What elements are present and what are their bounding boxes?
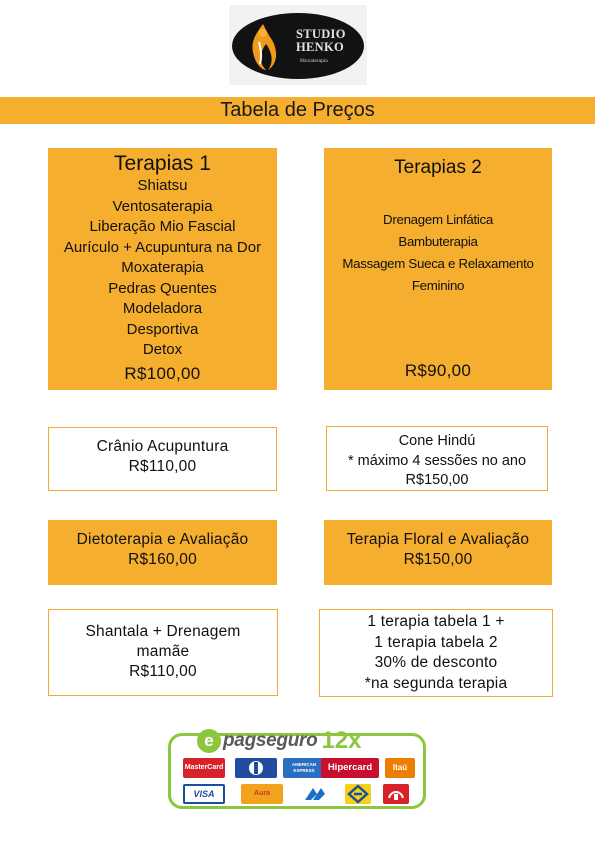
terapias-1-item: Liberação Mio Fascial [89, 218, 236, 235]
itau-icon: Itaú [385, 758, 415, 778]
terapias-1-box [48, 148, 277, 390]
terapias-1-item: Aurículo + Acupuntura na Dor [63, 238, 262, 256]
terapias-2-price: R$90,00 [404, 361, 472, 380]
banrisul-icon [299, 784, 329, 804]
shantala-box [48, 609, 278, 696]
cone-note: * máximo 4 sessões no ano [347, 452, 527, 469]
terapias-1-item: Pedras Quentes [108, 279, 217, 297]
floral-title: Terapia Floral e Avaliação [346, 531, 530, 548]
cranio-title: Crânio Acupuntura [96, 438, 229, 455]
pagseguro-badge-icon: e [197, 729, 221, 753]
cone-hindu-box [326, 426, 548, 491]
floral-price: R$150,00 [403, 551, 473, 568]
price-table-header [0, 97, 595, 124]
terapias-1-item: Detox [142, 341, 183, 358]
terapias-1-item: Ventosaterapia [112, 197, 213, 215]
terapias-2-box [324, 148, 552, 390]
flame-logo-icon [246, 22, 280, 72]
page-title: Tabela de Preços [220, 99, 375, 121]
terapias-1-item: Shiatsu [137, 177, 188, 194]
aura-icon: Aura [241, 784, 283, 804]
combo-line: 1 terapia tabela 2 [374, 633, 498, 651]
cranio-acupuntura-box [48, 427, 277, 491]
amex-icon: AMERICAN EXPRESS [283, 758, 325, 778]
logo-subtitle: Moxaterapia [300, 58, 328, 64]
terapias-2-title: Terapias 2 [394, 157, 482, 178]
banco-do-brasil-icon [345, 784, 371, 804]
cone-title: Cone Hindú [398, 433, 476, 449]
pagseguro-name: pagseguro [223, 730, 318, 751]
shantala-price: R$110,00 [129, 663, 197, 680]
terapias-2-item: Drenagem Linfática [383, 212, 493, 227]
dietoterapia-box [48, 520, 277, 585]
bradesco-icon [383, 784, 409, 804]
hipercard-icon: Hipercard [321, 758, 379, 778]
cranio-price: R$110,00 [128, 458, 197, 475]
terapias-1-title: Terapias 1 [114, 152, 211, 175]
diners-club-icon [235, 758, 277, 778]
logo-brand: STUDIO HENKO [296, 27, 346, 54]
pagseguro-logo [197, 727, 362, 754]
combo-discount-box [319, 609, 553, 697]
terapias-1-item: Modeladora [122, 300, 203, 317]
mastercard-icon: MasterCard [183, 758, 225, 778]
shantala-line: mamãe [136, 643, 190, 660]
dieto-title: Dietoterapia e Avaliação [76, 531, 249, 548]
terapias-1-item: Moxaterapia [121, 259, 204, 276]
combo-line: *na segunda terapia [364, 674, 508, 692]
visa-icon: VISA [183, 784, 225, 804]
terapias-1-item: Desportiva [126, 320, 199, 338]
installments-label: 12x [321, 727, 362, 754]
shantala-line: Shantala + Drenagem [85, 623, 241, 640]
terapia-floral-box [324, 520, 552, 585]
cone-price: R$150,00 [405, 472, 469, 488]
terapias-1-price: R$100,00 [124, 363, 201, 383]
combo-line: 30% de desconto [374, 654, 498, 671]
terapias-2-item: Massagem Sueca e Relaxamento [342, 256, 534, 271]
combo-line: 1 terapia tabela 1 + [367, 613, 505, 630]
dieto-price: R$160,00 [128, 551, 197, 568]
terapias-2-item: Bambuterapia [398, 234, 478, 249]
terapias-2-item: Feminino [411, 278, 465, 293]
